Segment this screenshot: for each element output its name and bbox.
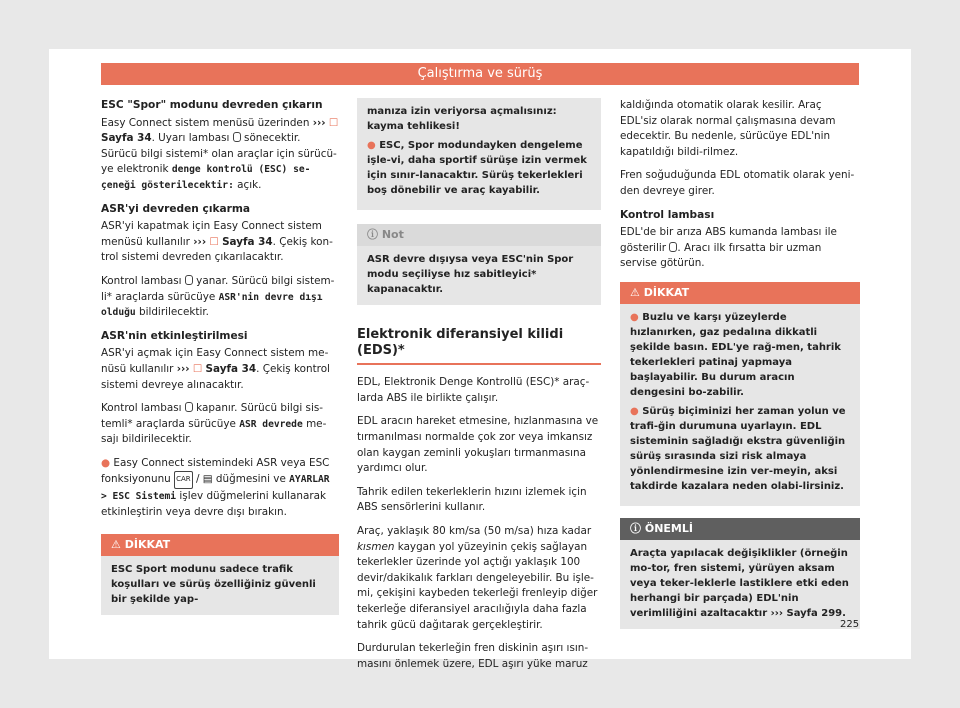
info-icon: ⓘ [367, 228, 378, 241]
book-icon: ☐ [328, 116, 339, 129]
bullet-icon: ● [630, 311, 639, 323]
warning-triangle-icon: ⚠ [111, 538, 121, 552]
paragraph: Easy Connect sistem menüsü üzerinden ››› ☐ Sayfa 34. Uyarı lambası sönecektir. Sürücü bilgi sistemi* olan araçlar için sürücü-ye elektronik denge kontrolü (ESC) se-çeneği gösterilecektir: açık. [101, 116, 339, 191]
notice-icon: ⓘ [630, 521, 641, 535]
paragraph: ASR'yi açmak için Easy Connect sistem me-nüsü kullanılır ››› ☐ Sayfa 34. Çekiş kontrol sistemi devreye alınacaktır. [101, 347, 330, 391]
bullet-item: ● Buzlu ve karşı yüzeylerde hızlanırken, gaz pedalına dikkatli şekilde basın. EDL'ye rağ-men, tahrik tekerlekleri patinaj yapmaya başlayabilir. Bu durum aracın dengesini bo-zabilir. [630, 311, 841, 398]
column-left [101, 98, 339, 615]
warning-body: ESC Sport modunu sadece trafik koşulları ve sürüş özelliğiniz güvenli bir şekilde yap- [111, 564, 316, 606]
book-icon: ☐ [192, 362, 203, 375]
important-body: Araçta yapılacak değişiklikler (örneğin mo-tor, fren sistemi, yürüyen aksam veya teker-leklerle lastiklere etki eden herhangi bir parçada) EDL'nin verimliliğini azaltacaktır ››› Sayfa 299. [630, 547, 849, 619]
bullet-item: ● Easy Connect sistemindeki ASR veya ESC fonksiyonunu CAR / ▤ düğmesini ve AYARLAR > ESC Sistemi işlev düğmelerini kullanarak etkinleştirin veya devre dışı bırakın. [101, 456, 330, 518]
car-key-icon: CAR [174, 471, 193, 489]
bullet-item: ● Sürüş biçiminizi her zaman yolun ve trafi-ğin durumuna uyarlayın. EDL sisteminin sağladığı ekstra güvenliğin sürüş sırasında sizi risk almaya yönlendirmesine izin ver-meyin, aksi takdirde kazalara neden olabi-lirsiniz. [630, 405, 846, 492]
note-box [357, 224, 601, 305]
heading-control-lamp: Kontrol lambası [620, 208, 715, 221]
page-number: 225 [840, 619, 860, 630]
section-title: Elektronik diferansiyel kilidi (EDS)* [357, 327, 601, 365]
warning-lamp-icon [233, 132, 241, 142]
paragraph: Araç, yaklaşık 80 km/sa (50 m/sa) hıza kadar kısmen kaygan yol yüzeyinin çekiş sağlayan tekerlekler üzerinde yol açtığı yaklaşık 100 devir/dakikalık farkları dengeleyebilir. Bu işle-mi, çekişini kaybeden tekerleği frenleyip diğer tekerleğe diferansiyel aracılığıyla daha fazla tahrik gücü dağıtarak gerçekleştirir. [357, 524, 598, 631]
warning-box [620, 282, 860, 506]
paragraph: ASR'yi kapatmak için Easy Connect sistem menüsü kullanılır ››› ☐ Sayfa 34. Çekiş kon-trol sistemi devreden çıkarılacaktır. [101, 220, 333, 264]
control-lamp-icon [185, 402, 193, 412]
important-header: ⓘ ÖNEMLİ [620, 518, 860, 540]
heading-asr-on: ASR'nin etkinleştirilmesi [101, 329, 248, 342]
paragraph: Kontrol lambası kapanır. Sürücü bilgi sis-temli* araçlarda sürücüye ASR devrede me-sajı bildirilecektir. [101, 402, 327, 446]
heading-asr-off: ASR'yi devreden çıkarma [101, 202, 251, 215]
control-lamp-icon [185, 275, 193, 285]
paragraph: Kontrol lambası yanar. Sürücü bilgi sistem-li* araçlarda sürücüye ASR'nin devre dışı olduğu bildirilecektir. [101, 274, 335, 319]
bullet-icon: ● [630, 405, 639, 417]
warning-triangle-icon: ⚠ [630, 285, 640, 299]
book-icon: ☐ [209, 235, 219, 248]
note-body: ASR devre dışıysa veya ESC'nin Spor modu seçiliyse hız sabitleyici* kapanacaktır. [367, 254, 574, 295]
paragraph: EDL'de bir arıza ABS kumanda lambası ile gösterilir . Aracı ilk fırsatta bir uzman servise götürün. [620, 226, 837, 270]
page-ref-link[interactable]: Sayfa 34 [222, 235, 273, 248]
column-middle: manıza izin veriyorsa açmalısınız: kayma tehlikesi! ● ESC, Spor modundayken dengeleme işle-vi, daha sportif sürüşe izin vermek için sınır-lanacaktır. Sürüş tekerlekleri boş dönebilir ve araç kayabilir. ⓘ Not ASR devre dışıysa veya ESC'nin Spor modu seçiliyse hız sabitleyici* kapanacaktır. Elektronik diferansiyel kilidi (EDS)* EDL, Elektronik Denge Kontrollü (ESC)* araç-larda ABS ile birlikte çalışır. EDL aracın hareket etmesine, hızlanmasına ve tırmanılması normalde çok zor veya imkansız olan kaygan zeminli yokuşları tırmanmasına yardımcı olur. Tahrik edilen tekerleklerin hızını izlemek için ABS sensörlerini kullanır. Araç, yaklaşık 80 km/sa (50 m/sa) hıza kadar kısmen kaygan yol yüzeyinin çekiş sağlayan tekerlekler üzerinde yol açtığı yaklaşık 100 devir/dakikalık farkları dengeleyebilir. Bu işle-mi, çekişini kaybeden tekerleği frenleyip diğer tekerleğe diferansiyel aracılığıyla daha fazla tahrik gücü dağıtarak gerçekleştirir. Durdurulan tekerleğin fren diskinin aşırı ısın-masını önlemek üzere, EDL aşırı yüke maruz [357, 98, 601, 680]
warning-box [101, 534, 339, 615]
warning-body [620, 304, 860, 506]
column-right: kaldığında otomatik olarak kesilir. Araç EDL'siz olarak normal çalışmasına devam edecektir. Bu nedenle, sürücüye EDL'nin kapatıldığı bildi-rilmez. Fren soğuduğunda EDL otomatik olarak yeni-den devreye girer. Kontrol lambası EDL'de bir arıza ABS kumanda lambası ile gösterilir . Aracı ilk fırsatta bir uzman servise götürün. ⚠ DİKKAT ● Buzlu ve karşı yüzeylerde hızlanırken, gaz pedalına dikkatli şekilde basın. EDL'ye rağ-men, tahrik tekerlekleri patinaj yapmaya başlayabilir. Bu durum aracın dengesini bo-zabilir. ● Sürüş biçiminizi her zaman yolun ve trafi-ğin durumuna uyarlayın. EDL sisteminin sağladığı ekstra güvenliğin sürüş sırasında sizi risk almaya yönlendirmesine izin ver-meyin, aksi takdirde kazalara neden olabi-lirsiniz. ⓘ ÖNEMLİ Araçta yapılacak değişiklikler (örneğin mo-tor, fren sistemi, yürüyen aksam veya teker-leklerle lastiklere etki eden herhangi bir parçada) EDL'nin verimliliğini azaltacaktır ››› Sayfa 299. [620, 98, 860, 629]
important-box [620, 518, 860, 629]
warning-header: ⚠ DİKKAT [101, 534, 339, 556]
heading-esc-spor-off: ESC "Spor" modunu devreden çıkarın [101, 99, 323, 111]
page-ref-link[interactable]: Sayfa 34 [205, 362, 257, 375]
bullet-icon: ● [367, 140, 376, 151]
page-ref-link[interactable]: Sayfa 34 [101, 132, 152, 145]
ref-arrow: ››› [312, 116, 326, 129]
bullet-icon: ● [101, 456, 111, 469]
warning-header: ⚠ DİKKAT [620, 282, 860, 304]
page-header: Çalıştırma ve sürüş [101, 63, 859, 85]
page-ref-link[interactable]: Sayfa 299 [786, 607, 843, 619]
warning-box-continued: manıza izin veriyorsa açmalısınız: kayma tehlikesi! ● ESC, Spor modundayken dengeleme işle-vi, daha sportif sürüşe izin vermek için sınır-lanacaktır. Sürüş tekerlekleri boş dönebilir ve araç kayabilir. [357, 98, 601, 210]
bullet-item: ● ESC, Spor modundayken dengeleme işle-vi, daha sportif sürüşe izin vermek için sınır-lanacaktır. Sürüş tekerlekleri boş dönebilir ve araç kayabilir. [367, 140, 587, 196]
menu-icon: ▤ [202, 473, 213, 486]
note-header: ⓘ Not [357, 224, 601, 246]
